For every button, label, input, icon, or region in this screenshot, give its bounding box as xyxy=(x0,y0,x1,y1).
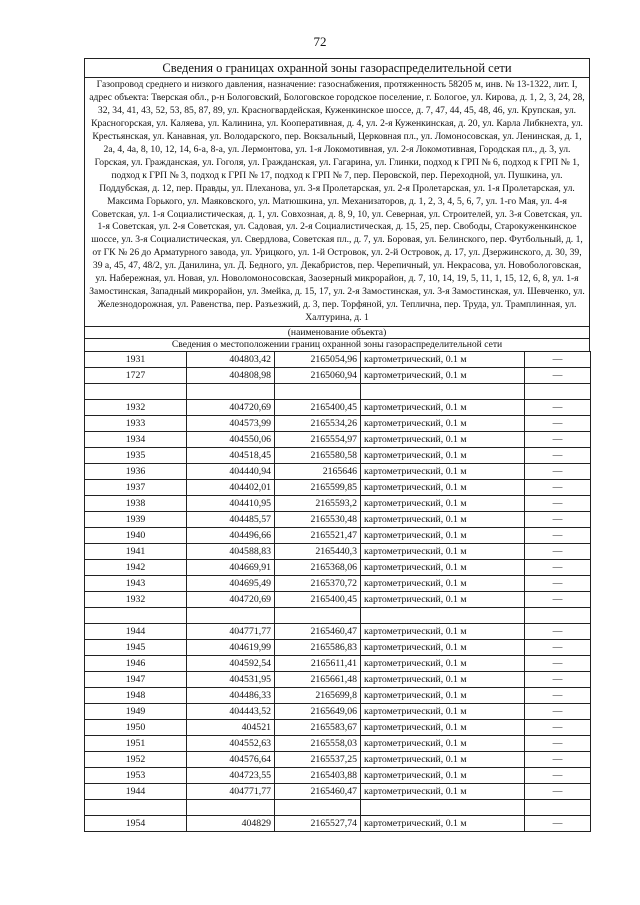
dash-cell: — xyxy=(525,672,591,688)
y-coordinate-cell: 2165530,48 xyxy=(275,512,361,528)
dash-cell: — xyxy=(525,704,591,720)
y-coordinate-cell: 2165054,96 xyxy=(275,352,361,368)
table-row xyxy=(85,624,591,640)
x-coordinate-cell: 404485,57 xyxy=(187,512,275,528)
point-number-cell: 1944 xyxy=(85,784,187,800)
method-cell: картометрический, 0.1 м xyxy=(361,368,525,384)
method-cell: картометрический, 0.1 м xyxy=(361,672,525,688)
x-coordinate-cell: 404521 xyxy=(187,720,275,736)
dash-cell: — xyxy=(525,576,591,592)
method-cell: картометрический, 0.1 м xyxy=(361,416,525,432)
coordinates-table-body xyxy=(85,352,591,832)
empty-cell xyxy=(85,384,187,400)
x-coordinate-cell: 404771,77 xyxy=(187,624,275,640)
coordinates-table xyxy=(84,351,591,832)
empty-cell xyxy=(275,800,361,816)
y-coordinate-cell: 2165554,97 xyxy=(275,432,361,448)
y-coordinate-cell: 2165060,94 xyxy=(275,368,361,384)
point-number-cell: 1935 xyxy=(85,448,187,464)
table-row xyxy=(85,768,591,784)
method-cell: картометрический, 0.1 м xyxy=(361,736,525,752)
table-row xyxy=(85,432,591,448)
point-number-cell: 1939 xyxy=(85,512,187,528)
method-cell: картометрический, 0.1 м xyxy=(361,464,525,480)
x-coordinate-cell: 404803,42 xyxy=(187,352,275,368)
y-coordinate-cell: 2165368,06 xyxy=(275,560,361,576)
separator-row xyxy=(85,800,591,816)
method-cell: картометрический, 0.1 м xyxy=(361,352,525,368)
empty-cell xyxy=(525,800,591,816)
x-coordinate-cell: 404619,99 xyxy=(187,640,275,656)
x-coordinate-cell: 404496,66 xyxy=(187,528,275,544)
dash-cell: — xyxy=(525,448,591,464)
dash-cell: — xyxy=(525,352,591,368)
x-coordinate-cell: 404723,55 xyxy=(187,768,275,784)
y-coordinate-cell: 2165580,58 xyxy=(275,448,361,464)
empty-cell xyxy=(525,608,591,624)
y-coordinate-cell: 2165649,06 xyxy=(275,704,361,720)
dash-cell: — xyxy=(525,560,591,576)
empty-cell xyxy=(187,384,275,400)
x-coordinate-cell: 404669,91 xyxy=(187,560,275,576)
table-row xyxy=(85,544,591,560)
method-cell: картометрический, 0.1 м xyxy=(361,496,525,512)
point-number-cell: 1950 xyxy=(85,720,187,736)
dash-cell: — xyxy=(525,656,591,672)
method-cell: картометрический, 0.1 м xyxy=(361,528,525,544)
table-row xyxy=(85,816,591,832)
y-coordinate-cell: 2165611,41 xyxy=(275,656,361,672)
y-coordinate-cell: 2165440,3 xyxy=(275,544,361,560)
document-body xyxy=(84,58,590,832)
dash-cell: — xyxy=(525,480,591,496)
x-coordinate-cell: 404486,33 xyxy=(187,688,275,704)
empty-cell xyxy=(85,800,187,816)
y-coordinate-cell: 2165460,47 xyxy=(275,624,361,640)
x-coordinate-cell: 404720,69 xyxy=(187,592,275,608)
point-number-cell: 1932 xyxy=(85,592,187,608)
dash-cell: — xyxy=(525,640,591,656)
table-row xyxy=(85,512,591,528)
table-row xyxy=(85,784,591,800)
object-description: Газопровод среднего и низкого давления, назначение: газоснабжения, протяженность 58205 м, инв. № 13-1322, лит. I, адрес объекта: Тверская обл., р-н Бологовский, Бологовское городское поселение, г. Бологое, ул. Кирова, д. 1, 2, 3, 24, 28, 32, 34, 41, 43, 52, 53, 85, 87, 89, ул. Красногвардейская, Куженкинское шоссе, д. 7, 47, 44, 45, 48, 46, ул. Крупская, ул. Красногорская, ул. Каляева, ул. Калинина, ул. Кооперативная, д. 4, ул. 2-я Куженкинская, д. 20, ул. Карла Либкнехта, ул. Крестьянская, ул. Канавная, ул. Володарского, пер. Вокзальный, Церковная пл., ул. Ломоносовская, ул. Ленинская, д. 1, 2а, 4, 4а, 8, 10, 12, 14, 6-а, 8-а, ул. Лермонтова, ул. 1-я Локомотивная, ул. 2-я Локомотивная, Городская пл., д. 3, ул. Горская, ул. Гражданская, ул. Гоголя, ул. Гражданская, ул. Гагарина, ул. Глинки, подход к ГРП № 6, подход к ГРП № 1, подход к ГРП № 3, подход к ГРП № 17, подход к ГРП № 7, пер. Перовской, пер. Переходной, ул. Пушкина, ул. Поддубская, д. 12, пер. Правды, ул. Плеханова, ул. 3-я Пролетарская, ул. 2-я Пролетарская, ул. 1-я Пролетарская, ул. Максима Горького, ул. Маяковского, ул. Матюшкина, ул. Механизаторов, д. 1, 2, 3, 4, 5, 6, 7, ул. 1-го Мая, ул. 4-я Советская, ул. 1-я Социалистическая, д. 1, ул. Совхозная, д. 8, 9, 10, ул. Северная, ул. Строителей, ул. 3-я Советская, ул. 1-я Советская, ул. 2-я Советская, ул. Садовая, ул. 2-я Социалистическая, д. 15, 25, пер. Свободы, Старокуженкинское шоссе, ул. 3-я Социалистическая, ул. Свердлова, Советская пл., д. 7, ул. Боровая, ул. Белинского, пер. Футбольный, д. 1, от ГК № 26 до Арматурного завода, ул. Урицкого, ул. 1-й Островок, ул. 2-й Островок, д. 17, ул. Дзержинского, д. 30, 39, 39 а, 45, 47, 48/2, ул. Данилина, ул. Д. Бедного, ул. Декабристов, пер. Черепичный, ул. Некрасова, ул. Новобологовская, ул. Набережная, ул. Новая, ул. Новоломоносовская, Заозерный микрорайон, д. 7, 10, 14, 19, 5, 11, 1, 15, 12, 6, 8, ул. 1-я Замостинская, Западный микрорайон, ул. Змейка, д. 15, 17, ул. 2-я Замостинская, ул. 3-я Замостинская, ул. Шевченко, ул. Железнодорожная, ул. Равенства, пер. Разъезжий, д. 3, пер. Торфяной, ул. Теплична, пер. Труда, ул. Трамплинная, ул. Халтурина, д. 1 xyxy=(89,79,585,324)
x-coordinate-cell: 404573,99 xyxy=(187,416,275,432)
table-row xyxy=(85,672,591,688)
method-cell: картометрический, 0.1 м xyxy=(361,480,525,496)
x-coordinate-cell: 404771,77 xyxy=(187,784,275,800)
point-number-cell: 1937 xyxy=(85,480,187,496)
point-number-cell: 1933 xyxy=(85,416,187,432)
point-number-cell: 1938 xyxy=(85,496,187,512)
x-coordinate-cell: 404402,01 xyxy=(187,480,275,496)
y-coordinate-cell: 2165370,72 xyxy=(275,576,361,592)
method-cell: картометрический, 0.1 м xyxy=(361,640,525,656)
x-coordinate-cell: 404588,83 xyxy=(187,544,275,560)
object-name-caption: (наименование объекта) xyxy=(85,326,589,338)
empty-cell xyxy=(85,608,187,624)
y-coordinate-cell: 2165521,47 xyxy=(275,528,361,544)
method-cell: картометрический, 0.1 м xyxy=(361,704,525,720)
dash-cell: — xyxy=(525,528,591,544)
point-number-cell: 1944 xyxy=(85,624,187,640)
empty-cell xyxy=(187,608,275,624)
x-coordinate-cell: 404552,63 xyxy=(187,736,275,752)
y-coordinate-cell: 2165583,67 xyxy=(275,720,361,736)
y-coordinate-cell: 2165534,26 xyxy=(275,416,361,432)
x-coordinate-cell: 404440,94 xyxy=(187,464,275,480)
page-number: 72 xyxy=(313,34,327,49)
dash-cell: — xyxy=(525,368,591,384)
dash-cell: — xyxy=(525,624,591,640)
point-number-cell: 1931 xyxy=(85,352,187,368)
x-coordinate-cell: 404576,64 xyxy=(187,752,275,768)
dash-cell: — xyxy=(525,416,591,432)
point-number-cell: 1953 xyxy=(85,768,187,784)
table-row xyxy=(85,480,591,496)
x-coordinate-cell: 404829 xyxy=(187,816,275,832)
table-row xyxy=(85,368,591,384)
y-coordinate-cell: 2165400,45 xyxy=(275,592,361,608)
table-row xyxy=(85,736,591,752)
empty-cell xyxy=(361,384,525,400)
table-row xyxy=(85,400,591,416)
dash-cell: — xyxy=(525,720,591,736)
empty-cell xyxy=(275,384,361,400)
point-number-cell: 1952 xyxy=(85,752,187,768)
x-coordinate-cell: 404695,49 xyxy=(187,576,275,592)
point-number-cell: 1951 xyxy=(85,736,187,752)
point-number-cell: 1946 xyxy=(85,656,187,672)
y-coordinate-cell: 2165537,25 xyxy=(275,752,361,768)
location-caption: Сведения о местоположении границ охранной зоны газораспределительной сети xyxy=(85,338,589,351)
point-number-cell: 1932 xyxy=(85,400,187,416)
point-number-cell: 1954 xyxy=(85,816,187,832)
point-number-cell: 1948 xyxy=(85,688,187,704)
point-number-cell: 1945 xyxy=(85,640,187,656)
point-number-cell: 1943 xyxy=(85,576,187,592)
y-coordinate-cell: 2165699,8 xyxy=(275,688,361,704)
x-coordinate-cell: 404531,95 xyxy=(187,672,275,688)
dash-cell: — xyxy=(525,496,591,512)
empty-cell xyxy=(361,800,525,816)
dash-cell: — xyxy=(525,592,591,608)
y-coordinate-cell: 2165586,83 xyxy=(275,640,361,656)
x-coordinate-cell: 404518,45 xyxy=(187,448,275,464)
table-row xyxy=(85,704,591,720)
table-row xyxy=(85,640,591,656)
method-cell: картометрический, 0.1 м xyxy=(361,784,525,800)
y-coordinate-cell: 2165661,48 xyxy=(275,672,361,688)
point-number-cell: 1941 xyxy=(85,544,187,560)
method-cell: картометрический, 0.1 м xyxy=(361,720,525,736)
table-row xyxy=(85,592,591,608)
table-row xyxy=(85,416,591,432)
dash-cell: — xyxy=(525,752,591,768)
dash-cell: — xyxy=(525,784,591,800)
method-cell: картометрический, 0.1 м xyxy=(361,752,525,768)
separator-row xyxy=(85,384,591,400)
y-coordinate-cell: 2165400,45 xyxy=(275,400,361,416)
method-cell: картометрический, 0.1 м xyxy=(361,624,525,640)
point-number-cell: 1940 xyxy=(85,528,187,544)
table-row xyxy=(85,448,591,464)
method-cell: картометрический, 0.1 м xyxy=(361,560,525,576)
table-row xyxy=(85,576,591,592)
method-cell: картометрический, 0.1 м xyxy=(361,768,525,784)
point-number-cell: 1934 xyxy=(85,432,187,448)
table-row xyxy=(85,496,591,512)
x-coordinate-cell: 404443,52 xyxy=(187,704,275,720)
table-row xyxy=(85,528,591,544)
header-block xyxy=(84,58,590,351)
method-cell: картометрический, 0.1 м xyxy=(361,448,525,464)
dash-cell: — xyxy=(525,464,591,480)
dash-cell: — xyxy=(525,816,591,832)
y-coordinate-cell: 2165403,88 xyxy=(275,768,361,784)
y-coordinate-cell: 2165646 xyxy=(275,464,361,480)
dash-cell: — xyxy=(525,512,591,528)
x-coordinate-cell: 404550,06 xyxy=(187,432,275,448)
table-row xyxy=(85,352,591,368)
dash-cell: — xyxy=(525,736,591,752)
dash-cell: — xyxy=(525,432,591,448)
y-coordinate-cell: 2165593,2 xyxy=(275,496,361,512)
dash-cell: — xyxy=(525,768,591,784)
method-cell: картометрический, 0.1 м xyxy=(361,656,525,672)
empty-cell xyxy=(361,608,525,624)
method-cell: картометрический, 0.1 м xyxy=(361,816,525,832)
table-row xyxy=(85,752,591,768)
empty-cell xyxy=(275,608,361,624)
method-cell: картометрический, 0.1 м xyxy=(361,432,525,448)
point-number-cell: 1727 xyxy=(85,368,187,384)
point-number-cell: 1947 xyxy=(85,672,187,688)
method-cell: картометрический, 0.1 м xyxy=(361,688,525,704)
x-coordinate-cell: 404410,95 xyxy=(187,496,275,512)
x-coordinate-cell: 404592,54 xyxy=(187,656,275,672)
table-row xyxy=(85,688,591,704)
x-coordinate-cell: 404720,69 xyxy=(187,400,275,416)
point-number-cell: 1949 xyxy=(85,704,187,720)
point-number-cell: 1942 xyxy=(85,560,187,576)
empty-cell xyxy=(187,800,275,816)
y-coordinate-cell: 2165527,74 xyxy=(275,816,361,832)
table-row xyxy=(85,656,591,672)
separator-row xyxy=(85,608,591,624)
table-row xyxy=(85,560,591,576)
y-coordinate-cell: 2165558,03 xyxy=(275,736,361,752)
method-cell: картометрический, 0.1 м xyxy=(361,512,525,528)
table-row xyxy=(85,720,591,736)
section-title: Сведения о границах охранной зоны газораспределительной сети xyxy=(85,59,589,78)
method-cell: картометрический, 0.1 м xyxy=(361,544,525,560)
table-row xyxy=(85,464,591,480)
empty-cell xyxy=(525,384,591,400)
x-coordinate-cell: 404808,98 xyxy=(187,368,275,384)
y-coordinate-cell: 2165599,85 xyxy=(275,480,361,496)
method-cell: картометрический, 0.1 м xyxy=(361,592,525,608)
dash-cell: — xyxy=(525,544,591,560)
dash-cell: — xyxy=(525,400,591,416)
point-number-cell: 1936 xyxy=(85,464,187,480)
method-cell: картометрический, 0.1 м xyxy=(361,400,525,416)
dash-cell: — xyxy=(525,688,591,704)
y-coordinate-cell: 2165460,47 xyxy=(275,784,361,800)
method-cell: картометрический, 0.1 м xyxy=(361,576,525,592)
